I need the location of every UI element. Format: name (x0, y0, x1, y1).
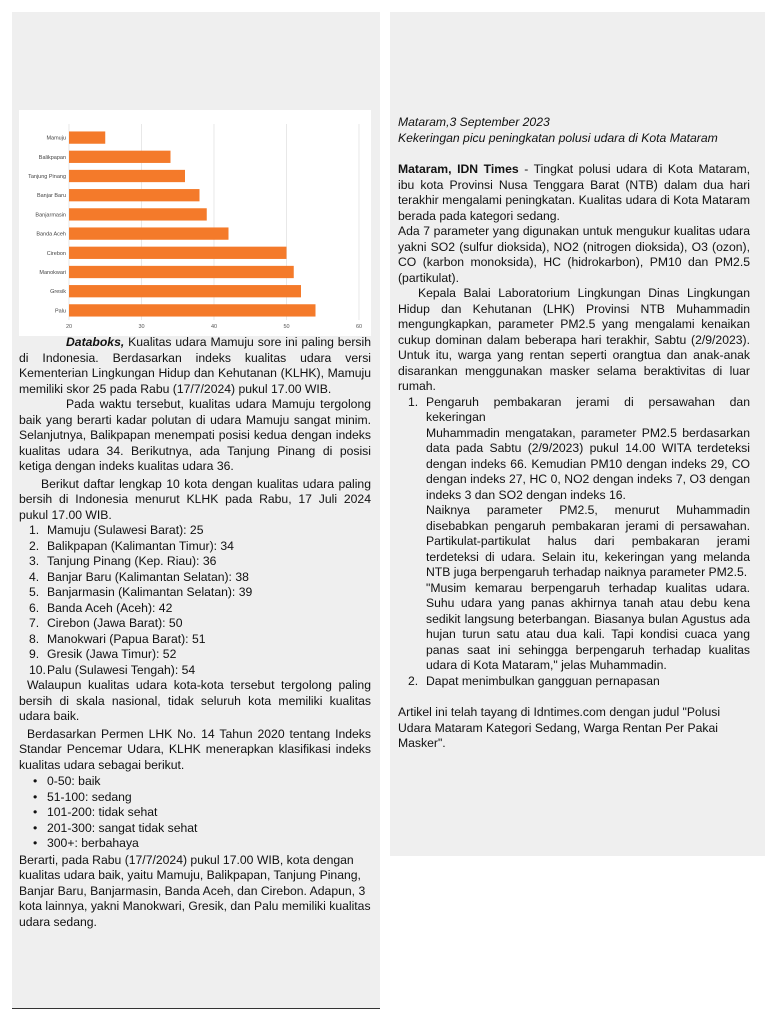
bar-chart-svg (19, 110, 371, 336)
city-list-number: 1. (29, 523, 40, 537)
city-list-number: 9. (29, 647, 40, 661)
category-list-item (19, 836, 371, 852)
city-list-text: Balikpapan (Kalimantan Timur): 34 (47, 538, 234, 553)
right-list-item-1-para-2: Naiknya parameter PM2.5, menurut Muhammadin disebabkan pengaruh pembakaran jerami di persawahan. Partikulat-partikulat halus dari pembakaran jerami terdeteksi di udara. Selain itu, kekeringan yang melanda NTB juga berpengaruh terhadap naiknya parameter PM2.5. (426, 503, 750, 579)
category-text: 0-50: baik (47, 774, 101, 788)
left-paragraph-2: Pada waktu tersebut, kualitas udara Mamuju tergolong baik yang berarti kadar polutan di udara Mamuju sangat minim. Selanjutnya, Balikpapan menempati posisi kedua dengan indeks kualitas udara 34. Berikutnya, ada Tanjung Pinang di posisi ketiga dengan indeks kualitas udara 36. (19, 397, 371, 473)
city-list-text: Palu (Sulawesi Tengah): 54 (47, 662, 196, 677)
right-list (398, 395, 750, 690)
right-list-item-1-number: 1. (408, 394, 419, 409)
category-list (19, 773, 371, 852)
city-list-number: 5. (29, 585, 40, 599)
source-label: Databoks, (66, 335, 125, 349)
right-paragraph-3: Kepala Balai Laboratorium Lingkungan Dinas Lingkungan Hidup dan Kehutanan (LHK) Provinsi NTB Muhammadin mengungkapkan, parameter PM2.5 yang mengalami kenaikan cukup dominan dalam beberapa hari terakhir, Sabtu (2/9/2023). Untuk itu, warga yang rentan seperti orangtua dan anak-anak disarankan menggunakan masker selama beraktivitas di luar rumah. (398, 286, 750, 393)
left-paragraph-3: Berikut daftar lengkap 10 kota dengan kualitas udara paling bersih di Indonesia menurut KLHK pada Rabu, 17 Juli 2024 pukul 17.00 WIB. (19, 476, 371, 522)
category-label: Tanjung Pinang (28, 174, 66, 180)
category-text: 201-300: sangat tidak sehat (47, 820, 198, 835)
right-column (390, 12, 765, 856)
city-list-text: Gresik (Jawa Timur): 52 (47, 647, 177, 661)
category-list-item (19, 805, 371, 821)
lead-rest: - Tingkat polusi udara di Kota Mataram, ibu kota Provinsi Nusa Tenggara Barat (NTB) dalam dua hari terakhir mengalami peningkatan. Kualitas udara di Kota Mataram berada pada kategori sedang. (398, 162, 750, 223)
city-list-number: 10. (29, 662, 46, 677)
city-list (19, 523, 371, 678)
right-list-item-1-para-3: "Musim kemarau berpengaruh terhadap kualitas udara. Suhu udara yang panas akhirnya tanah atau debu kena sedikit langsung beterbangan. Biasanya bulan Agustus ada hujan turun satu atau dua kali. Tapi kondisi cuaca yang panas saat ini sehingga berpengaruh terhadap kualitas udara di Kota Mataram," jelas Muhammadin. (426, 580, 750, 672)
right-list-item-2-number: 2. (408, 673, 419, 688)
bar (69, 170, 185, 182)
category-label: Banda Aceh (36, 231, 66, 238)
lead-bold: Mataram, IDN Times (398, 162, 519, 176)
bar (69, 151, 171, 163)
city-list-number: 2. (29, 538, 40, 553)
category-label: Gresik (50, 289, 66, 296)
city-list-text: Banjarmasin (Kalimantan Selatan): 39 (47, 585, 253, 599)
category-label: Banjarmasin (35, 212, 66, 219)
right-list-item-1-para-1: Muhammadin mengatakan, parameter PM2.5 berdasarkan data pada Sabtu (2/9/2023) pukul 14.00 WITA terdeteksi dengan indeks 66. Kemudian PM10 dengan indeks 29, CO dengan indeks 27, HC 0, NO2 dengan indeks 7, O3 dengan indeks 3 dan SO2 dengan indeks 16. (426, 425, 750, 502)
category-text: 51-100: sedang (47, 789, 132, 804)
bullet-icon: • (33, 805, 38, 819)
bar (69, 189, 200, 201)
right-paragraph-2: Ada 7 parameter yang digunakan untuk mengukur kualitas udara yakni SO2 (sulfur dioksida), NO2 (nitrogen dioksida), O3 (ozon), CO (karbon monoksida), HC (hidrokarbon), PM10 dan PM2.5 (partikulat). (398, 224, 750, 285)
city-list-item (19, 663, 371, 679)
headline-text: Kekeringan picu peningkatan polusi udara di Kota Mataram (398, 130, 718, 145)
right-list-item-2 (398, 674, 750, 690)
city-list-item (19, 539, 371, 555)
left-paragraph-5: Berdasarkan Permen LHK No. 14 Tahun 2020 tentang Indeks Standar Pencemar Udara, KLHK menerapkan klasifikasi indeks kualitas udara sebagai berikut. (19, 726, 371, 772)
category-text: 300+: berbahaya (47, 836, 139, 850)
bar (69, 208, 207, 220)
city-list-item (19, 523, 371, 539)
city-list-text: Manokwari (Papua Barat): 51 (47, 631, 206, 646)
bar (69, 247, 287, 259)
bar (69, 285, 301, 297)
x-tick-label: 20 (65, 324, 73, 330)
left-article (19, 335, 371, 930)
x-tick-label: 30 (138, 324, 145, 330)
city-list-text: Mamuju (Sulawesi Barat): 25 (47, 523, 204, 537)
x-tick-label: 40 (210, 324, 218, 330)
city-list-item (19, 647, 371, 663)
category-label: Manokwari (39, 270, 66, 276)
city-list-number: 6. (29, 600, 40, 615)
city-list-text: Cirebon (Jawa Barat): 50 (47, 616, 183, 630)
bar (69, 304, 316, 316)
right-list-item-1-title: Pengaruh pembakaran jerami di persawahan dan kekeringan (426, 394, 750, 424)
right-lead (398, 162, 750, 224)
right-list-item-2-title: Dapat menimbulkan gangguan pernapasan (426, 673, 660, 688)
bullet-icon: • (33, 820, 38, 835)
left-paragraph-4: Walaupun kualitas udara kota-kota tersebut tergolong paling bersih di skala nasional, tidak seluruh kota memiliki kualitas udara baik. (19, 678, 371, 723)
right-article (398, 115, 750, 752)
category-label: Mamuju (46, 135, 66, 142)
headline (398, 131, 750, 147)
left-column (12, 12, 380, 1008)
bar-chart (19, 110, 371, 336)
dateline-text: Mataram,3 September 2023 (398, 115, 550, 129)
city-list-number: 4. (29, 569, 40, 584)
city-list-number: 3. (29, 554, 40, 568)
category-label: Balikpapan (38, 154, 66, 161)
left-paragraph-6: Berarti, pada Rabu (17/7/2024) pukul 17.00 WIB, kota dengan kualitas udara baik, yaitu Mamuju, Balikpapan, Tanjung Pinang, Banjar Baru, Banjarmasin, Banda Aceh, dan Cirebon. Adapun, 3 kota lainnya, yakni Manokwari, Gresik, dan Palu memiliki kualitas udara sedang. (19, 852, 371, 929)
bar (69, 131, 105, 143)
city-list-text: Banda Aceh (Aceh): 42 (47, 600, 173, 615)
right-footer: Artikel ini telah tayang di Idntimes.com dengan judul "Polusi Udara Mataram Kategori Sedang, Warga Rentan Per Pakai Masker". (398, 705, 721, 750)
city-list-number: 8. (29, 631, 40, 646)
category-label: Cirebon (46, 250, 66, 257)
dateline (398, 115, 750, 131)
category-list-item (19, 790, 371, 806)
bullet-icon: • (33, 789, 38, 804)
right-list-item-1 (398, 395, 750, 674)
city-list-item (19, 585, 371, 601)
column-divider (12, 1008, 380, 1009)
city-list-item (19, 632, 371, 648)
city-list-item (19, 601, 371, 617)
category-list-item (19, 774, 371, 790)
x-tick-label: 50 (283, 324, 290, 330)
category-label: Banjar Baru (36, 193, 66, 200)
city-list-item (19, 570, 371, 586)
left-paragraph-1-text: Kualitas udara Mamuju sore ini paling bersih di Indonesia. Berdasarkan indeks kualitas udara versi Kementerian Lingkungan Hidup dan Kehutanan (KLHK), Mamuju memiliki skor 25 pada Rabu (17/7/2024) pukul 17.00 WIB. (19, 335, 371, 396)
city-list-text: Tanjung Pinang (Kep. Riau): 36 (47, 554, 217, 568)
city-list-item (19, 616, 371, 632)
bullet-icon: • (33, 836, 38, 850)
bullet-icon: • (33, 774, 38, 788)
category-list-item (19, 821, 371, 837)
category-text: 101-200: tidak sehat (47, 805, 158, 819)
left-paragraph-1 (19, 335, 371, 397)
city-list-number: 7. (29, 616, 40, 630)
city-list-text: Banjar Baru (Kalimantan Selatan): 38 (47, 569, 249, 584)
city-list-item (19, 554, 371, 570)
x-tick-label: 60 (355, 324, 363, 330)
bar (69, 266, 294, 278)
bar (69, 227, 229, 239)
category-label: Palu (54, 308, 66, 315)
